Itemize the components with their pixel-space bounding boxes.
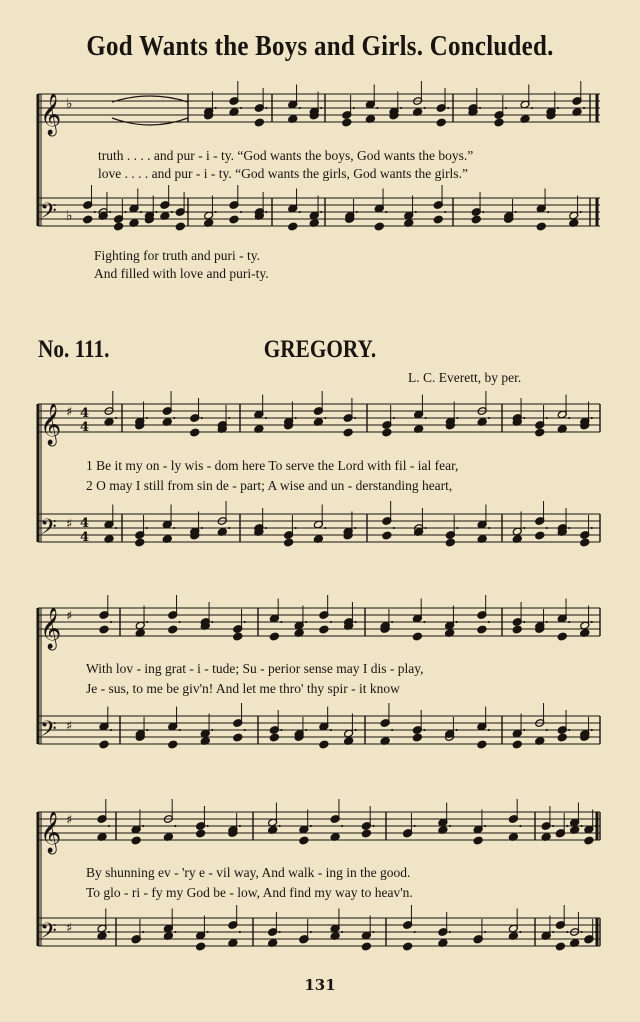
dot bbox=[355, 729, 357, 731]
sharp-icon: ♯ bbox=[66, 813, 73, 828]
gregory-s2-line-2: Je - sus, to me be giv'n! And let me thro' thy spir - it know bbox=[86, 681, 400, 696]
note-head bbox=[471, 215, 481, 224]
dot bbox=[265, 107, 267, 109]
dot bbox=[456, 621, 458, 623]
dot bbox=[568, 729, 570, 731]
dot bbox=[110, 729, 112, 731]
dot bbox=[372, 931, 374, 933]
dot bbox=[425, 417, 427, 419]
dot bbox=[449, 931, 451, 933]
note-head bbox=[168, 625, 178, 634]
note-head bbox=[374, 222, 384, 231]
dot bbox=[391, 729, 393, 731]
note-head bbox=[269, 733, 279, 742]
dot bbox=[341, 931, 343, 933]
dot bbox=[447, 107, 449, 109]
dot bbox=[356, 211, 358, 213]
dot bbox=[391, 621, 393, 623]
note-head bbox=[233, 733, 243, 742]
note-head bbox=[403, 942, 413, 951]
dot bbox=[354, 417, 356, 419]
dot bbox=[581, 825, 583, 827]
hymn-name: GREGORY. bbox=[263, 336, 377, 363]
dot bbox=[240, 211, 242, 213]
dot bbox=[519, 931, 521, 933]
gregory-s3-line-2: To glo - ri - fy my God be - low, And find my way to heav'n. bbox=[86, 885, 413, 900]
dot bbox=[142, 931, 144, 933]
dot bbox=[211, 621, 213, 623]
dot bbox=[449, 825, 451, 827]
note-head bbox=[175, 222, 185, 231]
dot bbox=[299, 211, 301, 213]
sharp-icon: ♯ bbox=[66, 921, 73, 936]
dot bbox=[566, 825, 568, 827]
dot bbox=[456, 527, 458, 529]
dot bbox=[146, 527, 148, 529]
dot bbox=[320, 211, 322, 213]
time-signature-bottom: 4 bbox=[80, 420, 90, 435]
dot bbox=[376, 107, 378, 109]
dot bbox=[488, 621, 490, 623]
dot bbox=[354, 527, 356, 529]
dot bbox=[591, 729, 593, 731]
dot bbox=[546, 417, 548, 419]
dot bbox=[488, 417, 490, 419]
dot bbox=[239, 825, 241, 827]
bass-clef-icon: 𝄢 bbox=[40, 919, 57, 949]
dot bbox=[566, 931, 568, 933]
note-head bbox=[557, 733, 567, 742]
note-head bbox=[135, 538, 145, 547]
dot bbox=[324, 417, 326, 419]
note-head bbox=[361, 942, 371, 951]
note-head bbox=[535, 428, 545, 437]
note-head bbox=[83, 215, 93, 224]
dot bbox=[207, 931, 209, 933]
dot bbox=[305, 729, 307, 731]
gregory-s1-line-1: 1 Be it my on - ly wis - dom here To serve the Lord with fil - ial fear, bbox=[86, 458, 459, 473]
dot bbox=[519, 825, 521, 827]
dot bbox=[310, 825, 312, 827]
flat-icon: ♭ bbox=[66, 208, 73, 224]
dot bbox=[305, 621, 307, 623]
dot bbox=[385, 211, 387, 213]
dot bbox=[546, 527, 548, 529]
dot bbox=[531, 107, 533, 109]
note-head bbox=[196, 829, 206, 838]
dot bbox=[568, 621, 570, 623]
dot bbox=[568, 527, 570, 529]
dot bbox=[201, 527, 203, 529]
page-title: God Wants the Boys and Girls. Concluded. bbox=[86, 30, 554, 62]
note-head bbox=[512, 740, 522, 749]
dot bbox=[414, 825, 416, 827]
dot bbox=[140, 211, 142, 213]
note-head bbox=[584, 836, 594, 845]
note-head bbox=[99, 740, 109, 749]
dot bbox=[393, 527, 395, 529]
note-head bbox=[299, 836, 309, 845]
dot bbox=[295, 527, 297, 529]
note-head bbox=[382, 531, 392, 540]
note-head bbox=[555, 942, 565, 951]
flat-icon: ♭ bbox=[66, 96, 73, 112]
note-head bbox=[512, 625, 522, 634]
treble-clef-icon: 𝄞 bbox=[40, 94, 62, 135]
song1-lower-lyric-2: And filled with love and puri-ty. bbox=[94, 266, 269, 281]
dot bbox=[279, 825, 281, 827]
dot bbox=[330, 621, 332, 623]
dot bbox=[110, 621, 112, 623]
dot bbox=[353, 107, 355, 109]
dot bbox=[171, 211, 173, 213]
dot bbox=[414, 931, 416, 933]
dot bbox=[320, 107, 322, 109]
song1-lyric-line-2: love . . . . and pur - i - ty. “God wants the girls, God wants the girls.” bbox=[98, 166, 468, 181]
dot bbox=[179, 729, 181, 731]
dot bbox=[568, 417, 570, 419]
dot bbox=[488, 527, 490, 529]
dot bbox=[201, 417, 203, 419]
dot bbox=[444, 211, 446, 213]
sharp-icon: ♯ bbox=[66, 609, 73, 624]
dot bbox=[94, 211, 96, 213]
dot bbox=[155, 211, 157, 213]
dot bbox=[479, 107, 481, 109]
sharp-icon: ♯ bbox=[66, 517, 73, 532]
note-head bbox=[190, 428, 200, 437]
dot bbox=[515, 211, 517, 213]
dot bbox=[173, 527, 175, 529]
dot bbox=[484, 931, 486, 933]
dot bbox=[244, 729, 246, 731]
note-head bbox=[412, 632, 422, 641]
dot bbox=[505, 107, 507, 109]
dot bbox=[552, 825, 554, 827]
note-head bbox=[433, 215, 443, 224]
dot bbox=[108, 931, 110, 933]
dot bbox=[330, 729, 332, 731]
dot bbox=[423, 621, 425, 623]
treble-clef-icon: 𝄞 bbox=[40, 608, 62, 649]
dot bbox=[186, 211, 188, 213]
note-head bbox=[99, 625, 109, 634]
dot bbox=[393, 417, 395, 419]
dot bbox=[547, 211, 549, 213]
bass-clef-icon: 𝄢 bbox=[40, 717, 57, 747]
dot bbox=[215, 107, 217, 109]
note-head bbox=[269, 632, 279, 641]
note-head bbox=[477, 625, 487, 634]
time-signature-top: 4 bbox=[80, 516, 90, 531]
gregory-s3-line-1: By shunning ev - 'ry e - vil way, And walk - ing in the good. bbox=[86, 865, 411, 880]
dot bbox=[523, 417, 525, 419]
dot bbox=[523, 729, 525, 731]
dot bbox=[591, 417, 593, 419]
dot bbox=[324, 527, 326, 529]
dot bbox=[265, 417, 267, 419]
dot bbox=[425, 527, 427, 529]
dot bbox=[211, 729, 213, 731]
note-head bbox=[114, 222, 124, 231]
dot bbox=[546, 621, 548, 623]
dot bbox=[583, 107, 585, 109]
note-head bbox=[254, 118, 264, 127]
dot bbox=[557, 107, 559, 109]
gregory-s1-line-2: 2 O may I still from sin de - part; A wise and un - derstanding heart, bbox=[86, 478, 453, 493]
note-head bbox=[361, 829, 371, 838]
note-head bbox=[477, 740, 487, 749]
dot bbox=[523, 621, 525, 623]
dot bbox=[108, 825, 110, 827]
dot bbox=[523, 527, 525, 529]
dot bbox=[591, 527, 593, 529]
dot bbox=[280, 729, 282, 731]
hymn-number: No. 111. bbox=[38, 336, 110, 363]
dot bbox=[115, 417, 117, 419]
dot bbox=[228, 417, 230, 419]
dot bbox=[295, 417, 297, 419]
dot bbox=[341, 825, 343, 827]
note-head bbox=[412, 733, 422, 742]
dot bbox=[174, 931, 176, 933]
dot bbox=[456, 417, 458, 419]
note-head bbox=[342, 118, 352, 127]
dot bbox=[146, 417, 148, 419]
sharp-icon: ♯ bbox=[66, 719, 73, 734]
note-head bbox=[535, 531, 545, 540]
dot bbox=[142, 825, 144, 827]
bass-clef-icon: 𝄢 bbox=[40, 515, 57, 545]
note-head bbox=[168, 740, 178, 749]
sharp-icon: ♯ bbox=[66, 405, 73, 420]
dot bbox=[146, 621, 148, 623]
dot bbox=[228, 527, 230, 529]
dot bbox=[174, 825, 176, 827]
dot bbox=[400, 107, 402, 109]
dot bbox=[280, 621, 282, 623]
dot bbox=[482, 211, 484, 213]
dot bbox=[372, 825, 374, 827]
dot bbox=[456, 729, 458, 731]
note-head bbox=[288, 222, 298, 231]
note-head bbox=[229, 215, 239, 224]
gregory-s2-line-1: With lov - ing grat - i - tude; Su - perior sense may I dis - play, bbox=[86, 661, 424, 676]
note-head bbox=[494, 118, 504, 127]
note-head bbox=[319, 625, 329, 634]
treble-clef-icon: 𝄞 bbox=[40, 404, 62, 445]
time-signature-bottom: 4 bbox=[80, 530, 90, 545]
note-head bbox=[196, 942, 206, 951]
dot bbox=[591, 621, 593, 623]
dot bbox=[552, 931, 554, 933]
dot bbox=[124, 211, 126, 213]
song1-lyric-line-1: truth . . . . and pur - i - ty. “God wants the boys, God wants the boys.” bbox=[98, 148, 474, 163]
song1-lower-lyric-1: Fighting for truth and puri - ty. bbox=[94, 248, 260, 263]
note-head bbox=[536, 222, 546, 231]
dot bbox=[484, 825, 486, 827]
note-head bbox=[233, 632, 243, 641]
dot bbox=[179, 621, 181, 623]
dot bbox=[146, 729, 148, 731]
treble-clef-icon: 𝄞 bbox=[40, 812, 62, 853]
note-head bbox=[445, 538, 455, 547]
note-head bbox=[580, 538, 590, 547]
dot bbox=[240, 107, 242, 109]
dot bbox=[215, 211, 217, 213]
dot bbox=[207, 825, 209, 827]
dot bbox=[488, 729, 490, 731]
note-head bbox=[131, 836, 141, 845]
dot bbox=[415, 211, 417, 213]
dot bbox=[173, 417, 175, 419]
dot bbox=[239, 931, 241, 933]
time-signature-top: 4 bbox=[80, 406, 90, 421]
note-head bbox=[319, 740, 329, 749]
dot bbox=[265, 527, 267, 529]
note-head bbox=[382, 428, 392, 437]
bass-clef-icon: 𝄢 bbox=[40, 199, 57, 229]
dot bbox=[423, 729, 425, 731]
dot bbox=[265, 211, 267, 213]
note-head bbox=[284, 538, 294, 547]
dot bbox=[299, 107, 301, 109]
dot bbox=[244, 621, 246, 623]
note-head bbox=[473, 836, 483, 845]
dot bbox=[581, 931, 583, 933]
note-head bbox=[436, 118, 446, 127]
note-head bbox=[343, 428, 353, 437]
dot bbox=[279, 931, 281, 933]
dot bbox=[580, 211, 582, 213]
dot bbox=[424, 107, 426, 109]
dot bbox=[310, 931, 312, 933]
dot bbox=[355, 621, 357, 623]
dot bbox=[546, 729, 548, 731]
page-number: 131 bbox=[304, 976, 336, 994]
dot bbox=[109, 211, 111, 213]
dot bbox=[115, 527, 117, 529]
composer-credit: L. C. Everett, by per. bbox=[408, 370, 522, 385]
note-head bbox=[557, 632, 567, 641]
